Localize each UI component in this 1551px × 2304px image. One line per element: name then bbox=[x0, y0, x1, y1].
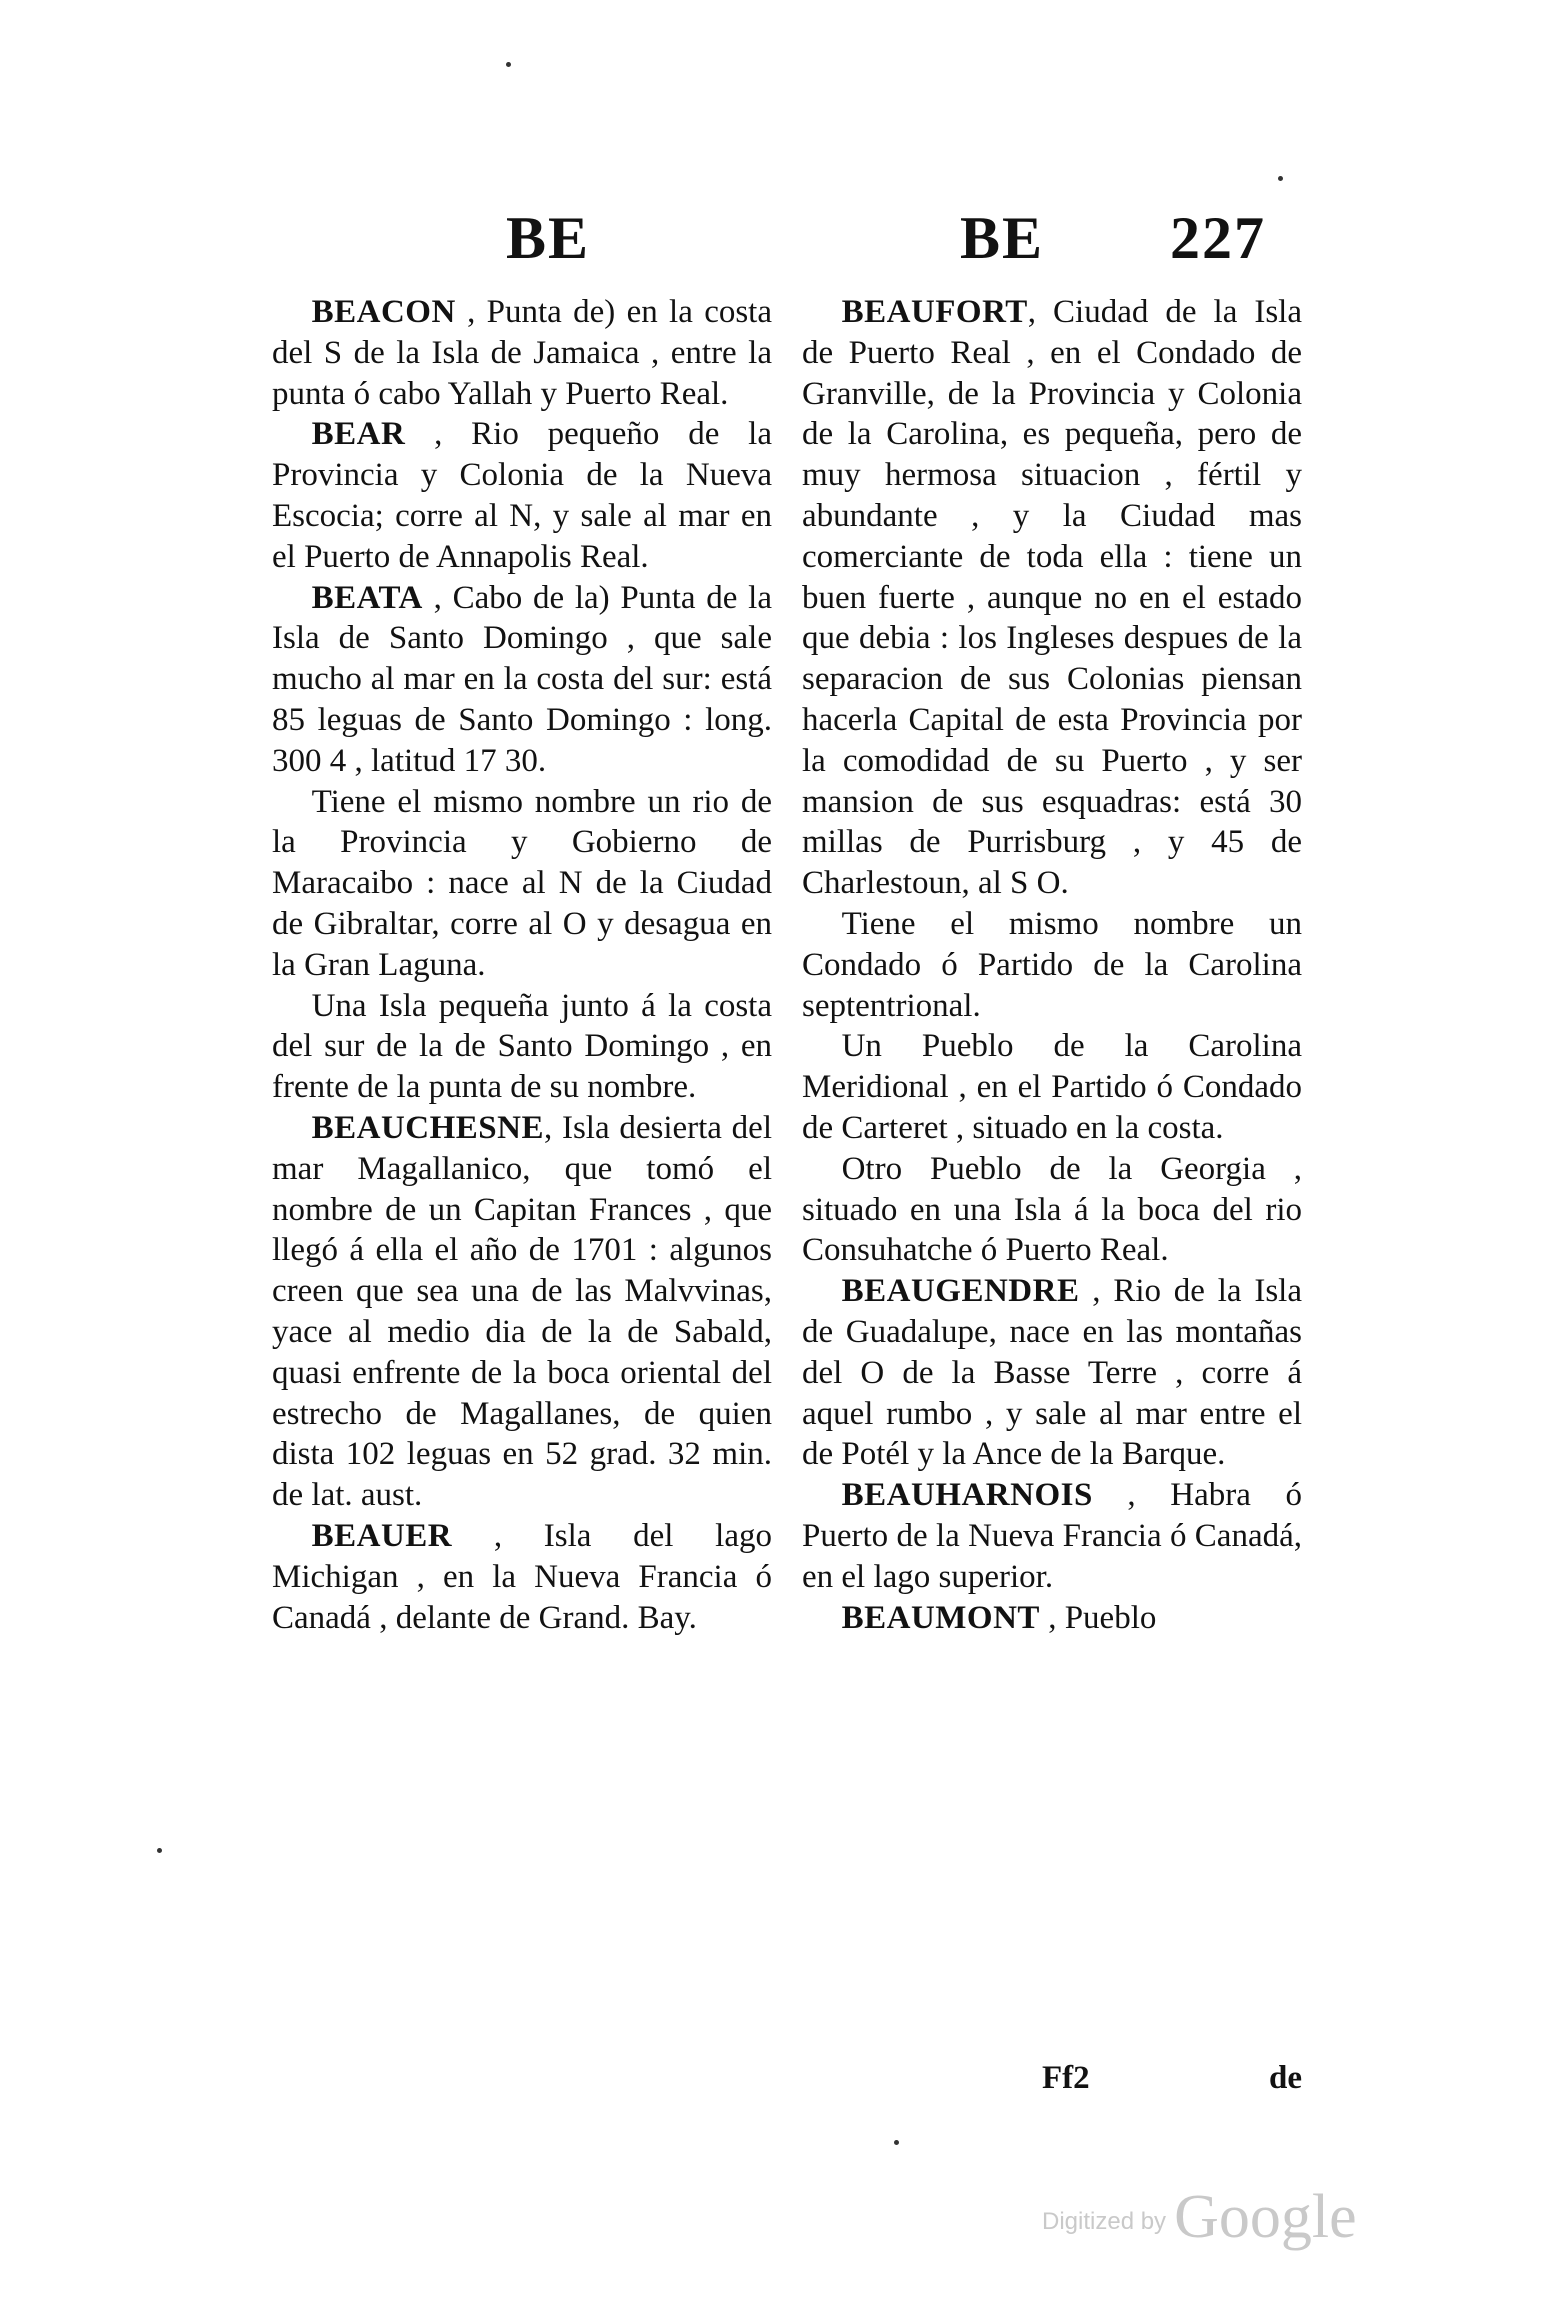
entry-text: , Isla del lago Michigan , en la Nueva Francia ó Canadá , delante de Grand. Bay. bbox=[272, 1517, 772, 1636]
entry-headword: BEAUGENDRE bbox=[841, 1273, 1080, 1310]
dictionary-entry bbox=[272, 986, 772, 1108]
entry-text: , Cabo de la) Punta de la Isla de Santo Domingo , que sale mucho al mar en la costa del sur: está 85 leguas de Santo Domingo : long. 300 4 , latitud 17 30. bbox=[272, 579, 772, 779]
entry-text: Otro Pueblo de la Georgia , situado en una Isla á la boca del rio Consuhatche ó Puerto Real. bbox=[802, 1150, 1302, 1269]
dictionary-entry bbox=[802, 1598, 1302, 1639]
entry-text: , Pueblo bbox=[1039, 1599, 1157, 1636]
running-head-right: BE bbox=[960, 205, 1045, 271]
entry-headword: BEAUER bbox=[311, 1517, 453, 1554]
entry-headword: BEACON bbox=[311, 294, 456, 330]
entry-text: , Punta de) en la costa del S de la Isla de Jamaica , entre la punta ó cabo Yallah y Puerto Real. bbox=[272, 294, 772, 412]
dictionary-entry bbox=[802, 1149, 1302, 1271]
dictionary-entry bbox=[802, 292, 1302, 904]
dictionary-entry bbox=[272, 782, 772, 986]
print-speck bbox=[894, 2140, 899, 2145]
entry-text: , Habra ó Puerto de la Nueva Francia ó Canadá, en el lago superior. bbox=[802, 1477, 1302, 1595]
left-column bbox=[272, 292, 772, 1638]
running-head-left: BE bbox=[506, 205, 591, 271]
dictionary-entry bbox=[272, 414, 772, 577]
dictionary-entry bbox=[802, 1475, 1302, 1597]
entry-text: Una Isla pequeña junto á la costa del sur de la de Santo Domingo , en frente de la punta de su nombre. bbox=[272, 987, 772, 1106]
dictionary-entry bbox=[272, 1108, 772, 1516]
google-watermark bbox=[1042, 2182, 1357, 2253]
entry-headword: BEAUFORT bbox=[841, 294, 1028, 330]
print-speck bbox=[506, 62, 511, 67]
dictionary-entry bbox=[802, 1271, 1302, 1475]
right-column bbox=[802, 292, 1302, 1638]
watermark-prefix: Digitized by bbox=[1042, 2208, 1167, 2235]
entry-headword: BEAUMONT bbox=[841, 1599, 1040, 1636]
entry-text: , Rio de la Isla de Guadalupe, nace en las montañas del O de la Basse Terre , corre á aquel rumbo , y sale al mar entre el de Potél y la Ance de la Barque. bbox=[802, 1273, 1302, 1473]
dictionary-entry bbox=[272, 292, 772, 414]
entry-headword: BEATA bbox=[311, 579, 423, 616]
entry-text: , Ciudad de la Isla de Puerto Real , en el Condado de Granville, de la Provincia y Colonia de la Carolina, es pequeña, pero de muy hermosa situacion , fértil y abundante , y la Ciudad mas comerciante de toda ella : tiene un buen fuerte , aunque no en el estado que debia : los Ingleses despues de la separacion de sus Colonias piensan hacerla Capital de esta Provincia por la comodidad de su Puerto , y ser mansion de sus esquadras: está 30 millas de Purrisburg , y 45 de Charlestoun, al S O. bbox=[802, 294, 1302, 902]
page-number: 227 bbox=[1170, 205, 1266, 271]
entry-headword: BEAUCHESNE bbox=[311, 1109, 544, 1146]
dictionary-entry bbox=[802, 904, 1302, 1026]
catchword: de bbox=[1269, 2060, 1302, 2096]
dictionary-entry bbox=[802, 1026, 1302, 1148]
dictionary-entry bbox=[272, 1516, 772, 1638]
signature-mark: Ff2 bbox=[1042, 2060, 1090, 2096]
entry-text: Tiene el mismo nombre un Condado ó Partido de la Carolina septentrional. bbox=[802, 905, 1302, 1024]
entry-text: Un Pueblo de la Carolina Meridional , en el Partido ó Condado de Carteret , situado en la costa. bbox=[802, 1028, 1302, 1146]
entry-headword: BEAUHARNOIS bbox=[841, 1477, 1093, 1514]
watermark-logo: Google bbox=[1174, 2183, 1357, 2251]
entry-headword: BEAR bbox=[311, 416, 406, 453]
entry-text: , Rio pequeño de la Provincia y Colonia de la Nueva Escocia; corre al N, y sale al mar en el Puerto de Annapolis Real. bbox=[272, 416, 772, 575]
dictionary-entry bbox=[272, 578, 772, 782]
entry-text: , Isla desierta del mar Magallanico, que tomó el nombre de un Capitan Frances , que llegó á ella el año de 1701 : algunos creen que sea una de las Malvvinas, yace al medio dia de la de Sabald, quasi enfrente de la boca oriental del estrecho de Magallanes, de quien dista 102 leguas en 52 grad. 32 min. de lat. aust. bbox=[272, 1109, 772, 1514]
entry-text: Tiene el mismo nombre un rio de la Provincia y Gobierno de Maracaibo : nace al N de la Ciudad de Gibraltar, corre al O y desagua en la Gran Laguna. bbox=[272, 783, 772, 983]
print-speck bbox=[157, 1848, 162, 1853]
print-speck bbox=[1278, 176, 1283, 181]
